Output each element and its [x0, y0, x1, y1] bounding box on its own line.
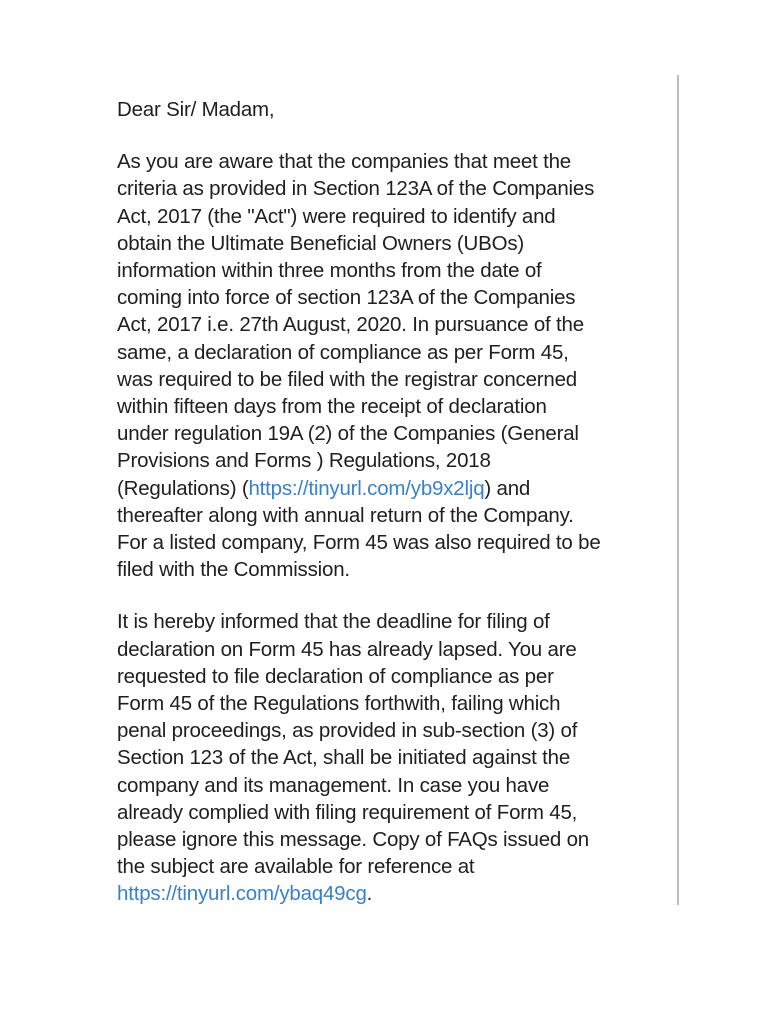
text-line: company and its management. In case you have: [117, 773, 550, 797]
text-line: coming into force of section 123A of the Companies: [117, 286, 576, 310]
text-line: Act, 2017 i.e. 27th August, 2020. In pursuance of the: [117, 313, 584, 337]
link-suffix-text: .: [366, 882, 373, 906]
text-line: within fifteen days from the receipt of declaration: [117, 395, 547, 419]
message-body: [117, 96, 669, 933]
text-line: information within three months from the date of: [117, 259, 542, 283]
text-line: declaration on Form 45 has already lapsed. You are: [117, 637, 577, 661]
text-line: under regulation 19A (2) of the Companies (General: [117, 422, 579, 446]
text-line: criteria as provided in Section 123A of the Companies: [117, 177, 595, 201]
text-line: was required to be filed with the registrar concerned: [117, 367, 578, 391]
text-line: same, a declaration of compliance as per Form 45,: [117, 340, 569, 364]
text-line: obtain the Ultimate Beneficial Owners (UBOs): [117, 231, 525, 255]
text-line: please ignore this message. Copy of FAQs issued on: [117, 828, 590, 852]
text-line: Provisions and Forms ) Regulations, 2018: [117, 449, 491, 473]
link-prefix-text: (Regulations) (: [117, 476, 249, 500]
vertical-divider: [677, 75, 679, 905]
text-line: As you are aware that the companies that meet the: [117, 150, 571, 174]
faq-link[interactable]: https://tinyurl.com/ybaq49cg: [117, 882, 367, 906]
text-line: It is hereby informed that the deadline for filing of: [117, 610, 550, 634]
text-line: requested to file declaration of compliance as per: [117, 664, 554, 688]
text-line: Act, 2017 (the "Act") were required to identify and: [117, 204, 556, 228]
text-line: Section 123 of the Act, shall be initiated against the: [117, 746, 571, 770]
link-suffix-text: ) and: [484, 476, 531, 500]
text-line: For a listed company, Form 45 was also required to be: [117, 531, 601, 555]
greeting: Dear Sir/ Madam,: [117, 98, 275, 121]
text-line-with-link: [117, 880, 669, 907]
text-line: thereafter along with annual return of the Company.: [117, 503, 574, 527]
text-line: Form 45 of the Regulations forthwith, failing which: [117, 692, 561, 716]
paragraph-2: [117, 608, 669, 907]
paragraph-1: [117, 148, 669, 583]
text-line-with-link: [117, 475, 669, 502]
regulations-link[interactable]: https://tinyurl.com/yb9x2ljq: [248, 476, 485, 500]
text-line: the subject are available for reference at: [117, 855, 475, 879]
text-line: penal proceedings, as provided in sub-section (3) of: [117, 719, 578, 743]
text-line: already complied with filing requirement of Form 45,: [117, 800, 578, 824]
text-line: filed with the Commission.: [117, 558, 350, 582]
